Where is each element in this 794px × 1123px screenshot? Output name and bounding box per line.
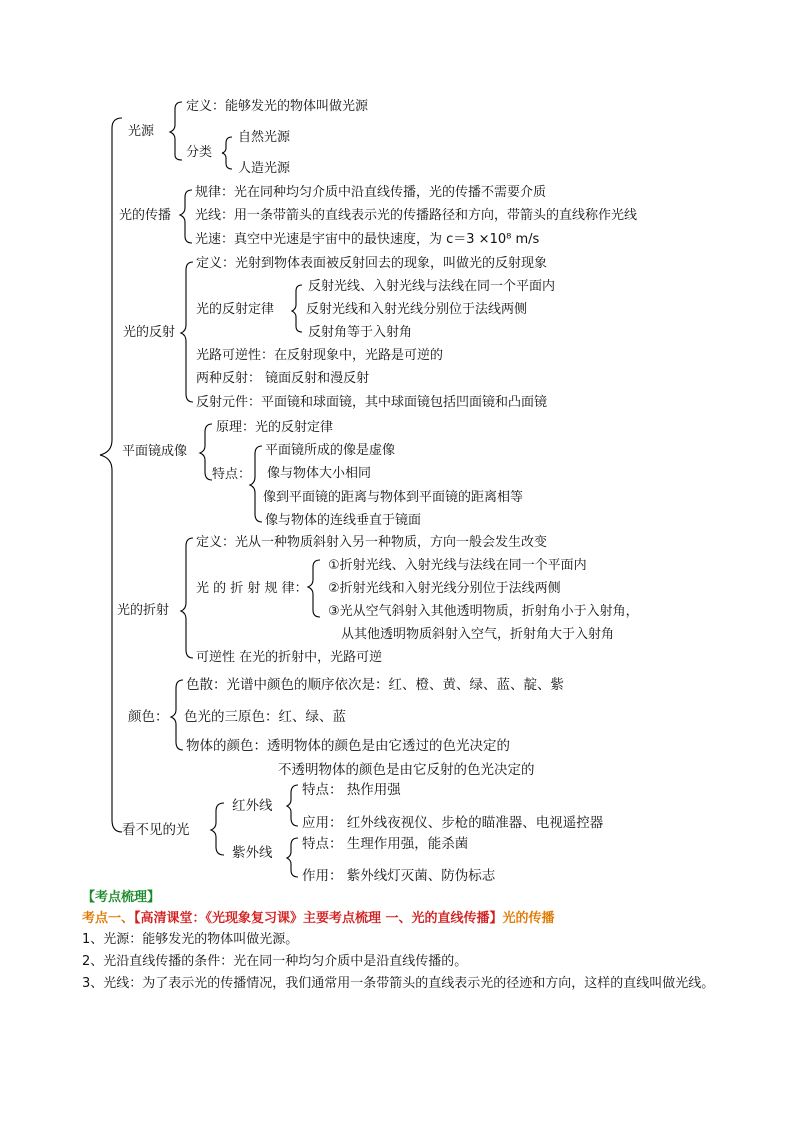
reflection-law-brace [292, 285, 302, 332]
uv-brace [287, 838, 298, 877]
color-object-2: 不透明物体的颜色是由它反射的色光决定的 [278, 762, 535, 778]
invisible-brace [211, 803, 224, 855]
point-topic: 光的传播 [502, 911, 555, 926]
refraction-law-1: ①折射光线、入射光线与法线在同一个平面内 [328, 558, 587, 573]
summary-point-heading [82, 911, 555, 927]
refraction-label: 光的折射 [117, 603, 170, 618]
mirror-feature-2: 像与物体大小相同 [267, 466, 372, 481]
source-definition: 定义：能够发光的物体叫做光源 [186, 99, 369, 114]
reflection-definition: 定义：光射到物体表面被反射回去的现象，叫做光的反射现象 [196, 256, 548, 271]
propagation-ray: 光线：用一条带箭头的直线表示光的传播路径和方向，带箭头的直线称作光线 [195, 208, 638, 223]
source-natural: 自然光源 [238, 130, 291, 145]
mirror-feature-brace [250, 446, 262, 522]
propagation-brace [180, 190, 192, 243]
summary-paragraph-2: 2、光沿直线传播的条件：光在同一种均匀介质中是沿直线传播的。 [82, 954, 468, 969]
mirror-feature-3: 像到平面镜的距离与物体到平面镜的距离相等 [263, 490, 524, 505]
propagation-speed: 光速：真空中光速是宇宙中的最快速度，为 c＝3 ×10⁸ m/s [195, 232, 540, 247]
reflection-reversible: 光路可逆性：在反射现象中，光路是可逆的 [196, 348, 444, 363]
refraction-reversible: 可逆性 在光的折射中，光路可逆 [196, 650, 383, 665]
refraction-definition: 定义：光从一种物质斜射入另一种物质，方向一般会发生改变 [196, 535, 548, 550]
summary-title: 【考点梳理】 [82, 890, 161, 905]
ultraviolet-label: 紫外线 [232, 845, 273, 861]
color-label: 颜色： [128, 709, 169, 725]
invisible-label: 看不见的光 [122, 822, 190, 838]
summary-paragraph-1: 1、光源：能够发光的物体叫做光源。 [82, 932, 299, 947]
ir-brace [287, 785, 298, 826]
reflection-elements: 反射元件：平面镜和球面镜，其中球面镜包括凹面镜和凸面镜 [196, 395, 548, 410]
propagation-label: 光的传播 [119, 208, 172, 223]
infrared-use: 应用： 红外线夜视仪、步枪的瞄准器、电视遥控器 [302, 815, 604, 831]
mirror-features: 特点： [212, 467, 252, 482]
mirror-feature-4: 像与物体的连线垂直于镜面 [265, 513, 422, 528]
classify-brace [222, 137, 232, 169]
color-dispersion: 色散：光谱中颜色的顺序依次是：红、橙、黄、绿、蓝、靛、紫 [186, 677, 564, 693]
infrared-label: 红外线 [232, 798, 273, 814]
refraction-law-label: 光 的 折 射 规 律： [196, 581, 308, 596]
reflection-law-2: 反射光线和入射光线分别位于法线两侧 [306, 302, 528, 317]
mirror-brace [200, 424, 212, 480]
refraction-law-3: ③光从空气斜射入其他透明物质，折射角小于入射角， [328, 604, 639, 619]
refraction-law-4: 从其他透明物质斜射入空气，折射角大于入射角 [341, 627, 615, 642]
reflection-kinds: 两种反射： 镜面反射和漫反射 [196, 371, 370, 386]
refraction-law-brace [308, 560, 320, 617]
reflection-label: 光的反射 [123, 325, 176, 340]
color-object: 物体的颜色：透明物体的颜色是由它透过的色光决定的 [186, 738, 510, 754]
infrared-feature: 特点： 热作用强 [302, 782, 401, 798]
point-prefix: 考点一、 [82, 911, 135, 926]
mirror-label: 平面镜成像 [122, 444, 188, 459]
reflection-brace [181, 262, 193, 402]
mirror-principle: 原理：光的反射定律 [216, 420, 334, 435]
reflection-law-label: 光的反射定律 [196, 302, 275, 317]
source-label: 光源 [128, 124, 155, 139]
propagation-rule: 规律：光在同种均匀介质中沿直线传播，光的传播不需要介质 [195, 185, 547, 200]
source-brace [170, 102, 182, 160]
point-link[interactable]: 【高清课堂：《光现象复习课》主要考点梳理 一、光的直线传播】 [134, 911, 503, 926]
main-brace [100, 118, 122, 832]
ultraviolet-feature: 特点： 生理作用强，能杀菌 [302, 836, 469, 852]
source-artificial: 人造光源 [238, 161, 291, 176]
ultraviolet-use: 作用： 紫外线灯灭菌、防伪标志 [302, 868, 496, 884]
refraction-brace [181, 538, 193, 658]
refraction-law-2: ②折射光线和入射光线分别位于法线两侧 [328, 581, 561, 596]
summary-paragraph-3: 3、光线：为了表示光的传播情况，我们通常用一条带箭头的直线表示光的径迹和方向，这样的直线叫做光线。 [82, 976, 715, 991]
source-classify: 分类 [186, 145, 213, 160]
mirror-feature-1: 平面镜所成的像是虚像 [265, 443, 396, 458]
reflection-law-3: 反射角等于入射角 [308, 325, 413, 340]
color-brace [171, 680, 183, 750]
color-primary: 色光的三原色：红、绿、蓝 [184, 709, 346, 725]
reflection-law-1: 反射光线、入射光线与法线在同一个平面内 [308, 279, 556, 294]
